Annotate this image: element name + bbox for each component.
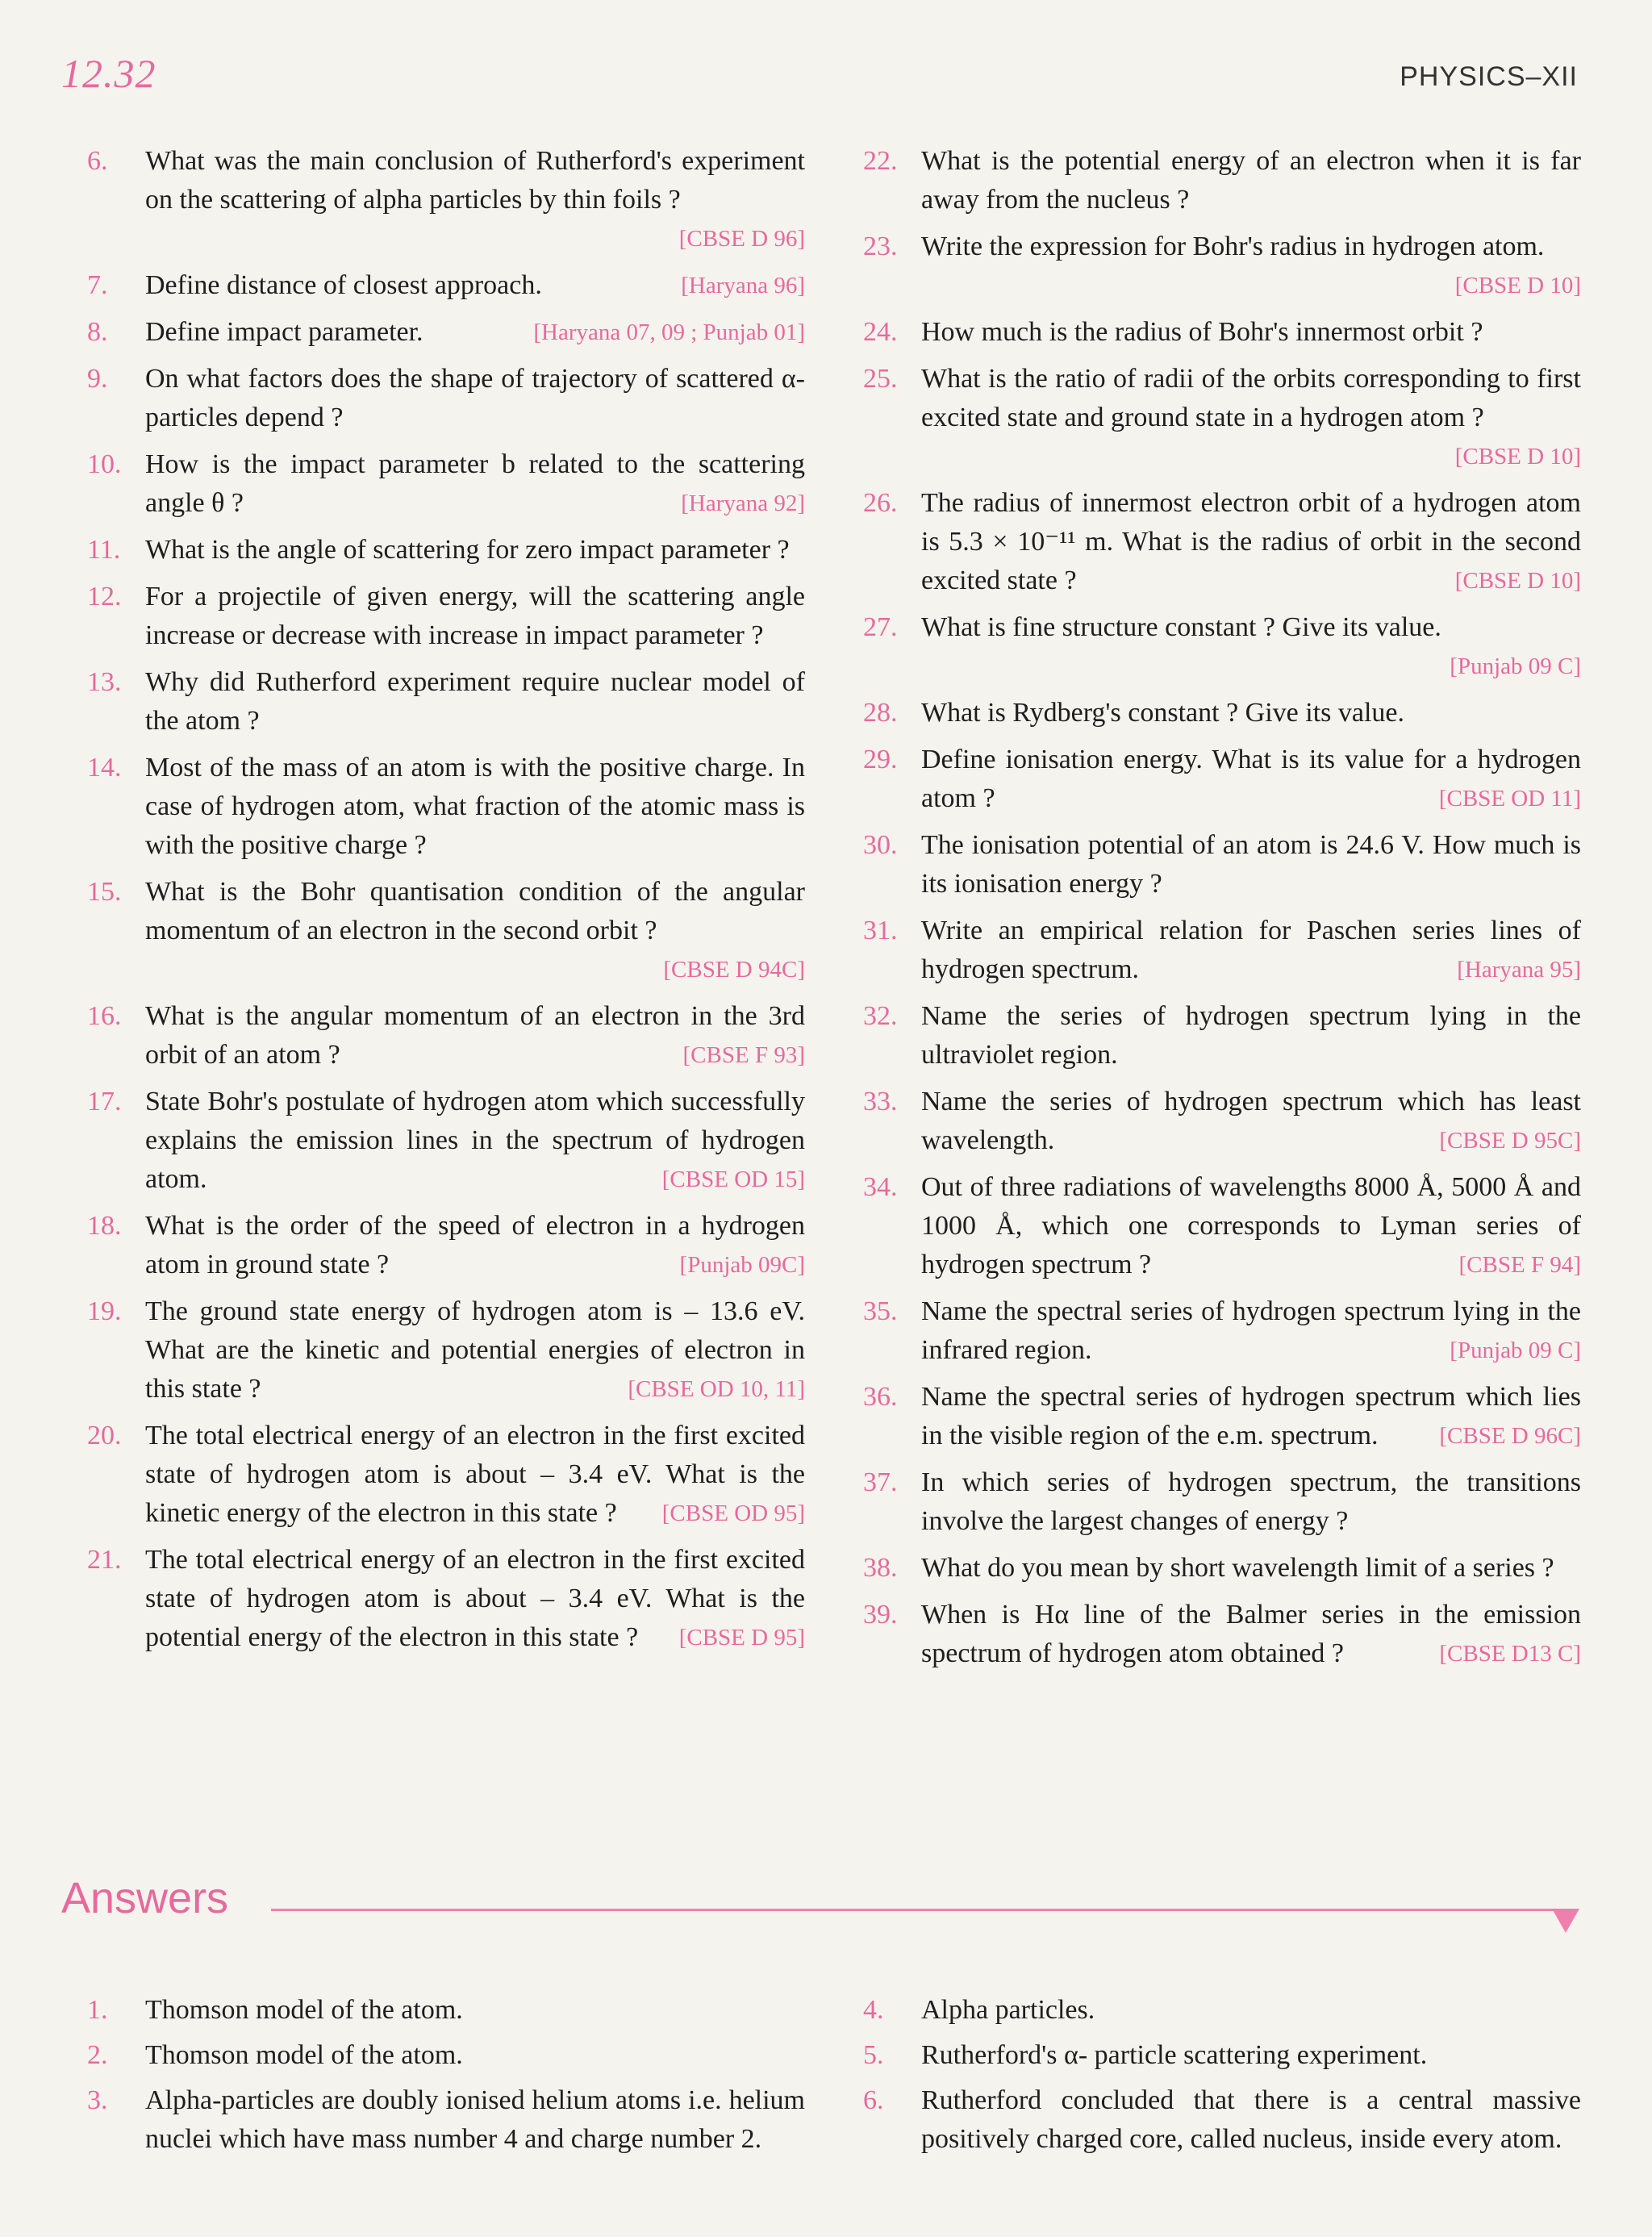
question-text — [921, 997, 1581, 1075]
question-body: Out of three radiations of wavelengths 8000 Å, 5000 Å and 1000 Å, which one corresponds to Lyman series of hydrogen spectrum ? — [921, 1172, 1581, 1279]
question-text — [921, 484, 1581, 600]
question-body: What is fine structure constant ? Give its value. — [921, 612, 1441, 642]
question-text — [921, 1596, 1581, 1673]
question-body: Write an empirical relation for Paschen series lines of hydrogen spectrum. — [921, 916, 1581, 984]
question-item — [863, 826, 1581, 904]
answer-text: Rutherford's α- particle scattering experiment. — [921, 2040, 1428, 2070]
question-item — [863, 997, 1581, 1075]
question-item — [863, 1378, 1581, 1455]
exam-reference: [Haryana 95] — [1457, 957, 1581, 983]
question-text — [921, 1378, 1581, 1455]
answer-text: Thomson model of the atom. — [145, 2040, 463, 2070]
question-body: Most of the mass of an atom is with the positive charge. In case of hydrogen atom, what fraction of the atomic mass is with the positive charge ? — [145, 753, 805, 860]
question-body: What is the angle of scattering for zero impact parameter ? — [145, 535, 790, 565]
question-text — [145, 1417, 805, 1533]
question-number: 23. — [863, 232, 898, 261]
question-text — [921, 142, 1581, 219]
exam-reference: [CBSE F 94] — [1458, 1252, 1581, 1278]
question-body: How much is the radius of Bohr's innermost orbit ? — [921, 317, 1483, 347]
exam-reference: [CBSE F 93] — [682, 1042, 805, 1068]
answers-divider — [271, 1909, 1578, 1911]
question-item — [87, 578, 805, 655]
question-number: 8. — [87, 317, 108, 347]
question-body: Define ionisation energy. What is its value for a hydrogen atom ? — [921, 745, 1581, 813]
question-body: What do you mean by short wavelength limit of a series ? — [921, 1553, 1554, 1583]
question-body: What is Rydberg's constant ? Give its value. — [921, 698, 1405, 728]
question-text — [145, 360, 805, 437]
exam-reference: [Haryana 96] — [681, 273, 805, 298]
question-item — [863, 1168, 1581, 1284]
question-number: 21. — [87, 1545, 122, 1575]
question-number: 35. — [863, 1296, 898, 1326]
exam-reference: [Punjab 09C] — [679, 1252, 805, 1278]
question-text — [145, 663, 805, 741]
answer-text: Rutherford concluded that there is a central massive positively charged core, called nucleus, inside every atom. — [921, 2085, 1581, 2154]
question-text — [921, 912, 1581, 989]
question-item — [87, 1292, 805, 1409]
question-number: 14. — [87, 753, 122, 783]
question-item — [863, 360, 1581, 476]
question-body: The ground state energy of hydrogen atom is – 13.6 eV. What are the kinetic and potential energies of electron in this state ? — [145, 1296, 805, 1404]
exam-reference: [CBSE D 10] — [1454, 444, 1581, 470]
question-body: In which series of hydrogen spectrum, the transitions involve the largest changes of energy ? — [921, 1467, 1581, 1536]
question-text — [145, 578, 805, 655]
question-number: 31. — [863, 916, 898, 945]
question-item — [87, 1083, 805, 1199]
question-item — [863, 694, 1581, 732]
question-text — [145, 142, 805, 258]
question-number: 17. — [87, 1087, 122, 1116]
question-text — [921, 608, 1581, 686]
question-number: 34. — [863, 1172, 898, 1202]
question-body: The radius of innermost electron orbit of a hydrogen atom is 5.3 × 10⁻¹¹ m. What is the radius of orbit in the second excited state ? — [921, 488, 1581, 595]
question-number: 30. — [863, 830, 898, 860]
question-item — [863, 1549, 1581, 1588]
question-text — [145, 997, 805, 1075]
question-item — [863, 142, 1581, 219]
question-number: 33. — [863, 1087, 898, 1116]
question-body: Write the expression for Bohr's radius in hydrogen atom. — [921, 232, 1545, 261]
question-body: How is the impact parameter b related to the scattering angle θ ? — [145, 449, 805, 518]
question-number: 22. — [863, 146, 898, 176]
exam-reference: [CBSE D 95] — [678, 1625, 805, 1651]
question-body: Name the spectral series of hydrogen spectrum which lies in the visible region of the e.m. spectrum. — [921, 1382, 1581, 1450]
question-body: Define distance of closest approach. — [145, 270, 542, 300]
question-number: 16. — [87, 1001, 122, 1031]
question-number: 10. — [87, 449, 122, 479]
question-body: When is Hα line of the Balmer series in the emission spectrum of hydrogen atom obtained ? — [921, 1600, 1581, 1668]
question-text — [145, 1292, 805, 1409]
answer-item — [87, 2081, 805, 2159]
question-item — [863, 484, 1581, 600]
question-text — [921, 1168, 1581, 1284]
questions-right-column — [863, 142, 1581, 1681]
exam-reference: [CBSE OD 95] — [661, 1500, 805, 1526]
question-item — [863, 1083, 1581, 1160]
exam-reference: [CBSE D 94C] — [663, 957, 805, 983]
question-item — [863, 227, 1581, 305]
question-text — [921, 1292, 1581, 1370]
question-item — [87, 266, 805, 305]
question-number: 12. — [87, 582, 122, 611]
question-number: 15. — [87, 877, 122, 907]
questions-left-column — [87, 142, 805, 1665]
answer-item — [87, 1991, 805, 2030]
question-item — [87, 445, 805, 523]
question-body: What is the order of the speed of electron in a hydrogen atom in ground state ? — [145, 1211, 805, 1279]
exam-reference: [Haryana 92] — [681, 490, 805, 516]
question-item — [87, 313, 805, 352]
exam-reference: [CBSE D 96] — [678, 226, 805, 252]
question-text — [145, 531, 805, 570]
answers-right-column — [863, 1991, 1581, 2165]
question-item — [863, 1596, 1581, 1673]
question-number: 19. — [87, 1296, 122, 1326]
question-body: What is the Bohr quantisation condition of the angular momentum of an electron in the second orbit ? — [145, 877, 805, 945]
question-text — [145, 749, 805, 865]
question-item — [87, 1207, 805, 1284]
question-number: 13. — [87, 667, 122, 697]
exam-reference: [CBSE D 10] — [1454, 273, 1581, 298]
question-number: 26. — [863, 488, 898, 518]
exam-reference: [CBSE D13 C] — [1439, 1641, 1581, 1667]
answer-number: 5. — [863, 2040, 884, 2070]
question-number: 39. — [863, 1600, 898, 1630]
question-item — [863, 912, 1581, 989]
question-text — [921, 1463, 1581, 1541]
question-body: Name the series of hydrogen spectrum lying in the ultraviolet region. — [921, 1001, 1581, 1070]
question-number: 9. — [87, 364, 108, 394]
question-item — [863, 741, 1581, 818]
question-text — [921, 360, 1581, 476]
answer-text: Alpha particles. — [921, 1995, 1095, 2025]
question-number: 29. — [863, 745, 898, 774]
answer-number: 4. — [863, 1995, 884, 2025]
question-body: On what factors does the shape of trajectory of scattered α-particles depend ? — [145, 364, 805, 432]
exam-reference: [CBSE D 10] — [1454, 568, 1581, 594]
question-body: The total electrical energy of an electron in the first excited state of hydrogen atom is about – 3.4 eV. What is the potential energy of the electron in this state ? — [145, 1545, 805, 1652]
answer-number: 3. — [87, 2085, 108, 2115]
question-number: 11. — [87, 535, 121, 565]
question-body: The total electrical energy of an electron in the first excited state of hydrogen atom is about – 3.4 eV. What is the kinetic energy of the electron in this state ? — [145, 1421, 805, 1528]
question-body: For a projectile of given energy, will the scattering angle increase or decrease with increase in impact parameter ? — [145, 582, 805, 650]
answer-text: Thomson model of the atom. — [145, 1995, 463, 2025]
question-number: 28. — [863, 698, 898, 728]
answer-item — [863, 2036, 1581, 2075]
question-item — [87, 997, 805, 1075]
question-body: What is the potential energy of an electron when it is far away from the nucleus ? — [921, 146, 1581, 215]
question-body: Define impact parameter. — [145, 317, 423, 347]
answer-number: 6. — [863, 2085, 884, 2115]
book-title: PHYSICS–XII — [1400, 61, 1578, 92]
question-text — [145, 1207, 805, 1284]
exam-reference: [Punjab 09 C] — [1450, 1338, 1581, 1363]
question-item — [863, 1292, 1581, 1370]
question-text — [145, 873, 805, 989]
question-text — [145, 1541, 805, 1657]
page-number: 12.32 — [61, 51, 156, 96]
question-text — [921, 826, 1581, 904]
question-number: 38. — [863, 1553, 898, 1583]
question-body: What is the angular momentum of an electron in the 3rd orbit of an atom ? — [145, 1001, 805, 1070]
question-text — [921, 1549, 1581, 1588]
exam-reference: [Haryana 07, 09 ; Punjab 01] — [533, 319, 805, 345]
question-number: 36. — [863, 1382, 898, 1412]
triangle-marker-icon — [1552, 1909, 1579, 1933]
question-body: Name the spectral series of hydrogen spectrum lying in the infrared region. — [921, 1296, 1581, 1365]
answer-number: 1. — [87, 1995, 108, 2025]
question-body: Name the series of hydrogen spectrum which has least wavelength. — [921, 1087, 1581, 1155]
question-item — [863, 608, 1581, 686]
question-item — [863, 1463, 1581, 1541]
question-item — [87, 873, 805, 989]
question-number: 7. — [87, 270, 108, 300]
question-number: 25. — [863, 364, 898, 394]
question-body: Why did Rutherford experiment require nuclear model of the atom ? — [145, 667, 805, 736]
question-text — [145, 1083, 805, 1199]
exam-reference: [CBSE OD 11] — [1438, 786, 1581, 812]
question-body: What was the main conclusion of Rutherford's experiment on the scattering of alpha particles by thin foils ? — [145, 146, 805, 215]
question-number: 37. — [863, 1467, 898, 1497]
answer-item — [87, 2036, 805, 2075]
question-text — [921, 1083, 1581, 1160]
question-text — [145, 313, 805, 352]
question-item — [87, 663, 805, 741]
question-text — [921, 313, 1581, 352]
question-number: 18. — [87, 1211, 122, 1241]
question-body: State Bohr's postulate of hydrogen atom which successfully explains the emission lines in the spectrum of hydrogen atom. — [145, 1087, 805, 1194]
exam-reference: [CBSE OD 10, 11] — [628, 1376, 805, 1402]
question-item — [87, 142, 805, 258]
question-number: 6. — [87, 146, 108, 176]
question-item — [87, 531, 805, 570]
question-item — [863, 313, 1581, 352]
answer-item — [863, 2081, 1581, 2159]
question-item — [87, 1541, 805, 1657]
answer-text: Alpha-particles are doubly ionised helium atoms i.e. helium nuclei which have mass number 4 and charge number 2. — [145, 2085, 805, 2154]
question-body: What is the ratio of radii of the orbits corresponding to first excited state and ground state in a hydrogen atom ? — [921, 364, 1581, 432]
question-item — [87, 1417, 805, 1533]
question-number: 32. — [863, 1001, 898, 1031]
question-number: 20. — [87, 1421, 122, 1450]
exam-reference: [Punjab 09 C] — [1450, 653, 1581, 679]
answers-heading: Answers — [61, 1874, 229, 1922]
answers-left-column — [87, 1991, 805, 2165]
question-text — [921, 741, 1581, 818]
question-text — [145, 266, 805, 305]
question-text — [145, 445, 805, 523]
question-number: 27. — [863, 612, 898, 642]
question-item — [87, 360, 805, 437]
question-item — [87, 749, 805, 865]
exam-reference: [CBSE D 95C] — [1439, 1128, 1581, 1154]
question-text — [921, 227, 1581, 305]
answer-item — [863, 1991, 1581, 2030]
question-body: The ionisation potential of an atom is 24.6 V. How much is its ionisation energy ? — [921, 830, 1581, 899]
question-number: 24. — [863, 317, 898, 347]
answer-number: 2. — [87, 2040, 108, 2070]
question-text — [921, 694, 1581, 732]
exam-reference: [CBSE OD 15] — [661, 1166, 805, 1192]
exam-reference: [CBSE D 96C] — [1439, 1423, 1581, 1449]
